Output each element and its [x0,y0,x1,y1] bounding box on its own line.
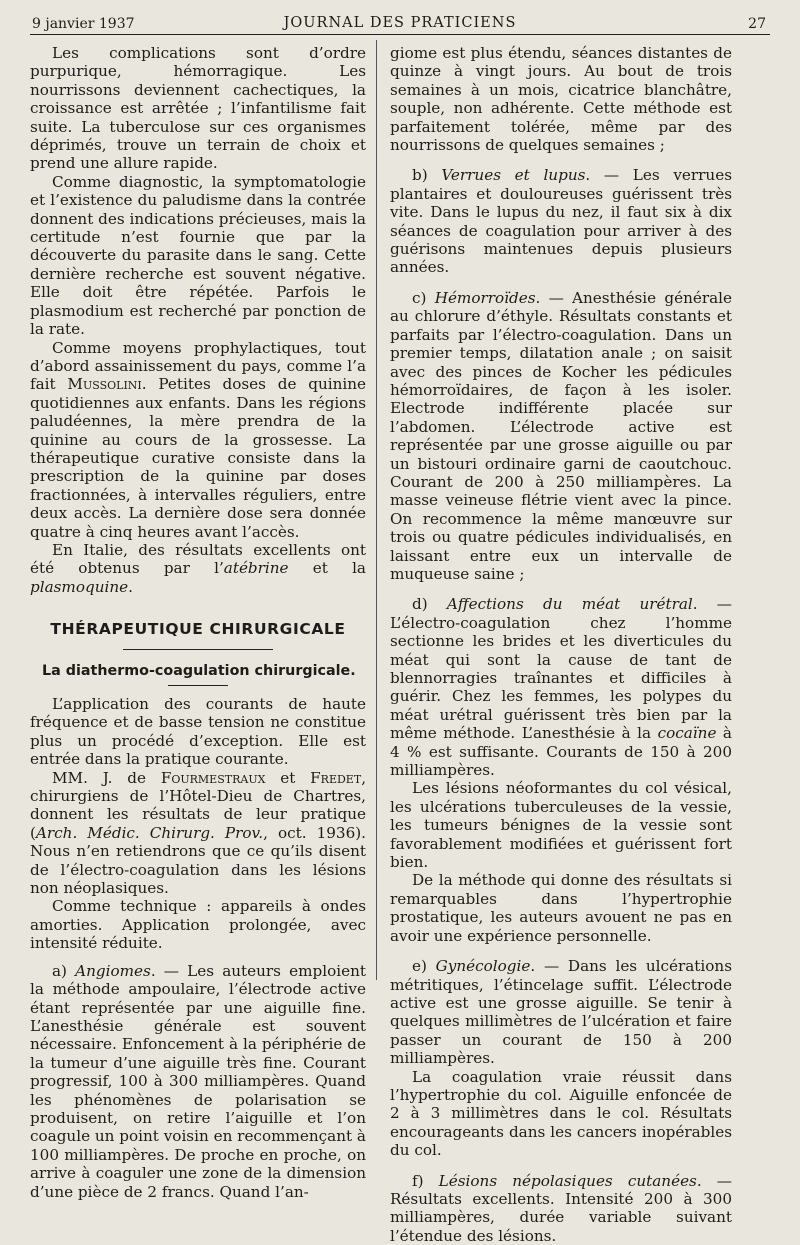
page-number: 27 [748,16,766,32]
article-title: La diathermo-coagulation chirurgicale. [42,662,356,679]
title-rule [168,685,228,686]
author-name: Fourmestraux [160,768,266,787]
heading-rule [123,649,273,650]
paragraph: La coagulation vraie réussit dans l’hypertrophie du col. Aiguille enfoncée de 2 à 3 millimètres dans le col. Résultats encourageants dans les cancers inopérables du col. [390,1067,732,1160]
paragraph: d) Affections du méat urétral. — L’électro-coagulation chez l’homme sectionne les brides et les diverticules du méat qui sont la cause de tant de blennorragies traînantes et difficiles à guérir. Chez les femmes, les polypes du méat urétral guérissent très bien par la même méthode. L’anesthésie à la cocaïne à 4 % est suffisante. Courants de 150 à 200 milliampères. [390,595,732,780]
paragraph: giome est plus étendu, séances distantes de quinze à vingt jours. Au bout de trois semaines à un mois, cicatrice blanchâtre, souple, non adhérente. Cette méthode est parfaitement tolérée, même par des nourrissons de quelques semaines ; [390,44,732,155]
reference: Arch. Médic. Chirurg. Prov. [35,823,264,842]
subsection-title: Lésions népolasiques cutanées [438,1171,697,1190]
right-column [390,44,732,1245]
drug-name: cocaïne [657,724,717,743]
paragraph: Comme diagnostic, la symptomatologie et l’existence du paludisme dans la contrée donnent des indications précieuses, mais la certitude n’est fournie que par la découverte du parasite dans le sang. Cette dernière recherche est souvent négative. Elle doit être répétée. Parfois le plasmodium est recherché par ponction de la rate. [30,172,366,339]
paragraph: Les lésions néoformantes du col vésical, les ulcérations tuberculeuses de la vessie, les tumeurs bénignes de la vessie sont favorablement modifiées et guérissent fort bien. [390,779,732,872]
paragraph: L’application des courants de haute fréquence et de basse tension ne constitue plus un procédé d’exception. Elle est entrée dans la pratique courante. [30,695,366,769]
left-column [30,44,366,1201]
paragraph: MM. J. de Fourmestraux et Fredet, chirurgiens de l’Hôtel-Dieu de Chartres, donnent les résultats de leur pratique (Arch. Médic. Chirurg. Prov., oct. 1936). Nous n’en retiendrons que ce qu’ils disent de l’électro-coagulation dans les lésions non néoplasiques. [30,768,367,898]
subsection-title: Gynécologie [435,957,531,976]
issue-date: 9 janvier 1937 [32,16,135,32]
paragraph: Les complications sont d’ordre purpurique, hémorragique. Les nourrissons deviennent cachectiques, la croissance est arrêtée ; l’infantilisme fait suite. La tuberculose sur ces organismes déprimés, trouve un terrain de choix et prend une allure rapide. [30,44,366,173]
paragraph: c) Hémorroïdes. — Anesthésie générale au chlorure d’éthyle. Résultats constants et parfaits par l’électro-coagulation. Dans un premier temps, dilatation anale ; on saisit avec des pinces de Kocher les pédicules hémorroïdaires, de façon à les isoler. Electrode indifférente placée sur l’abdomen. L’électrode active est représentée par une grosse aiguille ou par un bistouri ordinaire garni de caoutchouc. Courant de 200 à 250 milliampères. La masse veineuse flétrie vient avec la pince. On recommence la même manœuvre sur trois ou quatre pédicules individualisés, en laissant entre eux un intervalle de muqueuse saine ; [390,288,732,583]
paragraph: En Italie, des résultats excellents ont été obtenus par l’atébrine et la plasmoquine. [30,540,366,596]
section-heading: THÉRAPEUTIQUE CHIRURGICALE [50,620,346,639]
subsection-title: Hémorroïdes [434,288,536,307]
subsection-title: Affections du méat urétral [446,595,693,614]
author-name: Fredet [310,768,362,787]
person-name: Mussolini [67,375,142,394]
subsection-title: Verrues et lupus [441,166,586,185]
paragraph: De la méthode qui donne des résultats si remarquables dans l’hypertrophie prostatique, les auteurs avouent ne pas en avoir une expérience personnelle. [390,871,732,945]
paragraph: Comme moyens prophylactiques, tout d’abord assainissement du pays, comme l’a fait Mussolini. Petites doses de quinine quotidiennes aux enfants. Dans les régions paludéennes, la mère prendra de la quinine au cours de la grossesse. La thérapeutique curative consiste dans la prescription de la quinine par doses fractionnées, à intervalles réguliers, entre deux accès. La dernière dose sera donnée quatre à cinq heures avant l’accès. [30,338,366,541]
paragraph: e) Gynécologie. — Dans les ulcérations métritiques, l’étincelage suffit. L’électrode active est une grosse aiguille. Se tenir à quelques millimètres de l’ulcération et faire passer un courant de 150 à 200 milliampères. [390,957,732,1068]
drug-name: plasmoquine [30,577,129,596]
paragraph: f) Lésions népolasiques cutanées. — Résultats excellents. Intensité 200 à 300 milliampères, durée variable suivant l’étendue des lésions. [390,1171,732,1245]
paragraph: b) Verrues et lupus. — Les verrues plantaires et douloureuses guérissent très vite. Dans le lupus du nez, il faut six à dix séances de coagulation pour arriver à des guérisons maintenues depuis plusieurs années. [390,166,732,277]
paragraph: a) Angiomes. — Les auteurs emploient la méthode ampoulaire, l’électrode active étant représentée par une aiguille fine. L’anesthésie générale est souvent nécessaire. Enfoncement à la périphérie de la tumeur d’une aiguille très fine. Courant progressif, 100 à 300 milliampères. Quand les phénomènes de polarisation se produisent, on retire l’aiguille et l’on coagule un point voisin en recommençant à 100 milliampères. De proche en proche, on arrive à coaguler une zone de la dimension d’une pièce de 2 francs. Quand l’an- [30,961,366,1201]
journal-title: JOURNAL DES PRATICIENS [283,15,517,31]
drug-name: atébrine [223,559,289,578]
subsection-title: Angiomes [75,961,151,980]
column-divider [376,40,377,980]
paragraph: Comme technique : appareils à ondes amorties. Application prolongée, avec intensité réduite. [30,897,366,953]
page-header [30,14,770,35]
